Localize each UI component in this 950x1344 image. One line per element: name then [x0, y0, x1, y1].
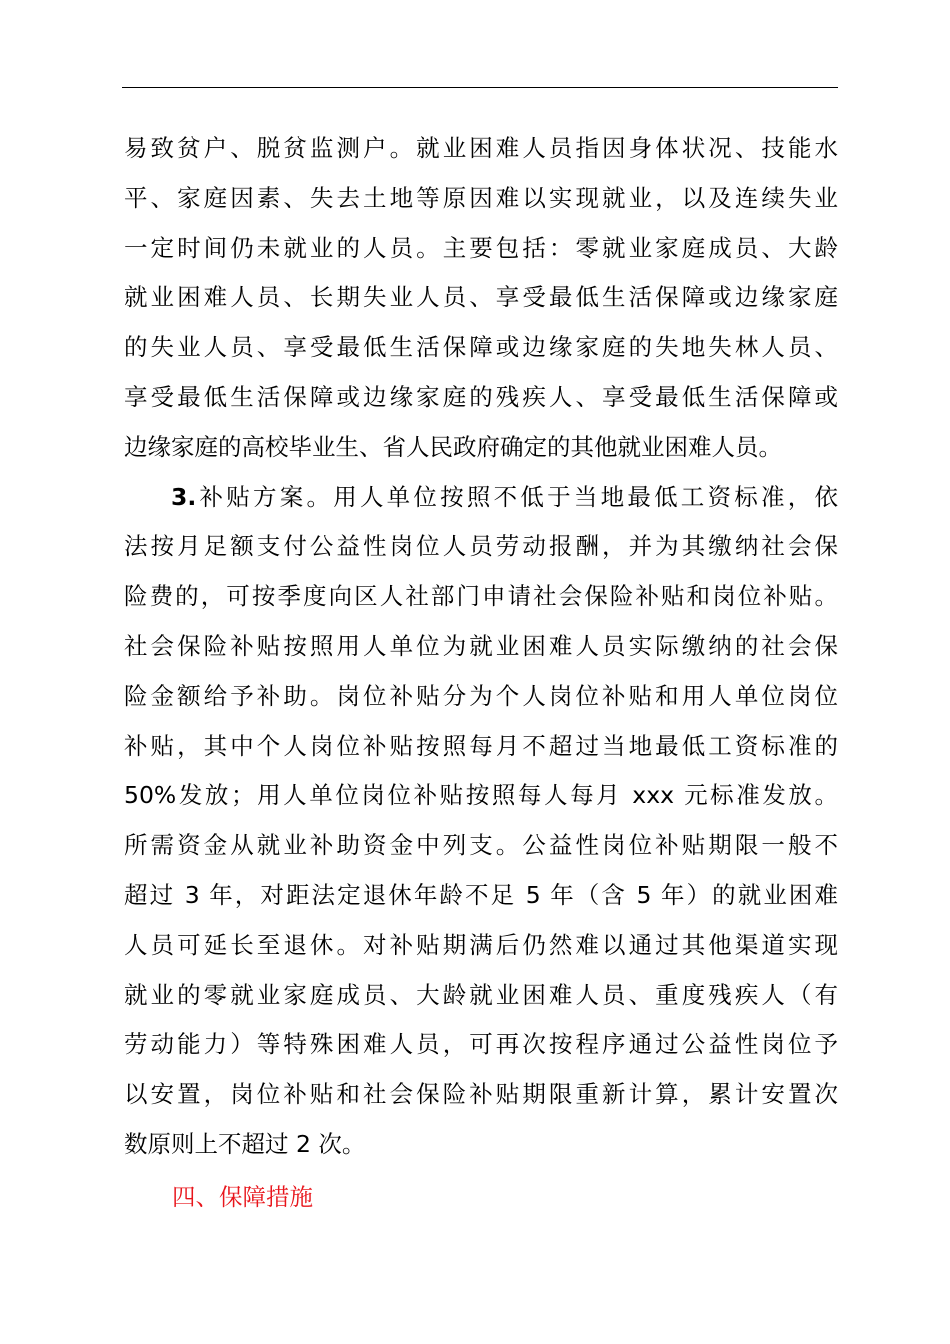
text-line: 补贴，其中个人岗位补贴按照每月不超过当地最低工资标准的: [124, 731, 838, 760]
text-line: 所需资金从就业补助资金中列支。公益性岗位补贴期限一般不: [124, 831, 838, 860]
text-line: 边缘家庭的高校毕业生、省人民政府确定的其他就业困难人员。: [124, 432, 782, 461]
header-rule: [122, 87, 838, 88]
text-line: 就业困难人员、长期失业人员、享受最低生活保障或边缘家庭: [124, 283, 838, 312]
text-line: 享受最低生活保障或边缘家庭的残疾人、享受最低生活保障或: [124, 382, 838, 411]
text-line: 险费的，可按季度向区人社部门申请社会保险补贴和岗位补贴。: [124, 582, 838, 611]
text-line: 人员可延长至退休。对补贴期满后仍然难以通过其他渠道实现: [124, 930, 838, 959]
paragraph-first-line: [124, 473, 838, 523]
body-text: [124, 124, 838, 1170]
section-heading: 四、保障措施: [172, 1183, 313, 1211]
text-line: 易致贫户、脱贫监测户。就业困难人员指因身体状况、技能水: [124, 134, 838, 162]
text-line: 以安置，岗位补贴和社会保险补贴期限重新计算，累计安置次: [124, 1080, 838, 1109]
text-line: 50%发放；用人单位岗位补贴按照每人每月 xxx 元标准发放。: [124, 781, 838, 810]
paragraph-1: [124, 124, 838, 473]
text-line: 一定时间仍未就业的人员。主要包括：零就业家庭成员、大龄: [124, 233, 838, 262]
text-line: 数原则上不超过 2 次。: [124, 1129, 366, 1158]
text-line: 险金额给予补助。岗位补贴分为个人岗位补贴和用人单位岗位: [124, 681, 838, 710]
paragraph-2: [124, 473, 838, 1170]
item-text: 补贴方案。用人单位按照不低于当地最低工资标准，依: [196, 482, 838, 511]
item-number: 3.: [171, 482, 197, 511]
text-line: 社会保险补贴按照用人单位为就业困难人员实际缴纳的社会保: [124, 631, 838, 660]
text-line: 超过 3 年，对距法定退休年龄不足 5 年（含 5 年）的就业困难: [124, 880, 838, 909]
text-line: 就业的零就业家庭成员、大龄就业困难人员、重度残疾人（有: [124, 980, 838, 1009]
text-line: 平、家庭因素、失去土地等原因难以实现就业，以及连续失业: [124, 183, 838, 212]
text-line: 的失业人员、享受最低生活保障或边缘家庭的失地失林人员、: [124, 333, 838, 362]
text-line: 劳动能力）等特殊困难人员，可再次按程序通过公益性岗位予: [124, 1030, 838, 1059]
text-line: 法按月足额支付公益性岗位人员劳动报酬，并为其缴纳社会保: [124, 532, 838, 561]
